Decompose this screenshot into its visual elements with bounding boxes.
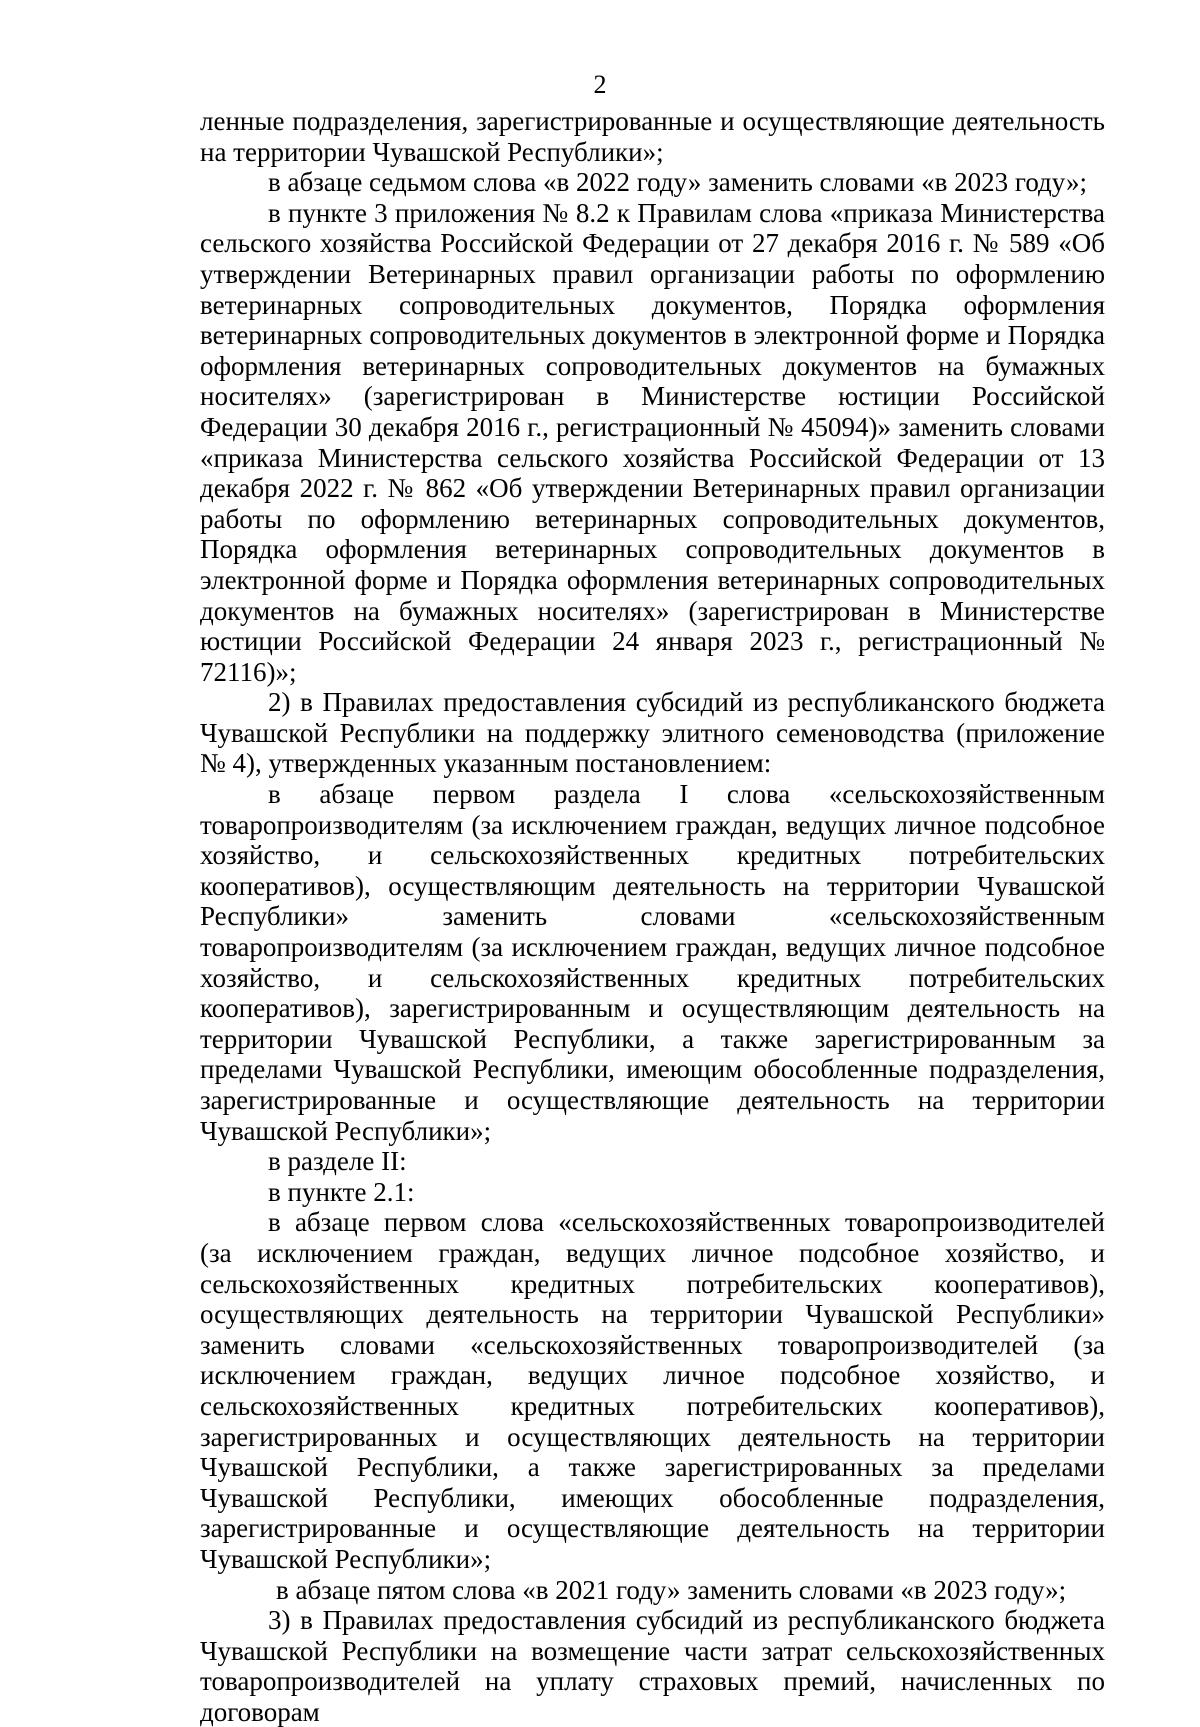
paragraph: в абзаце пятом слова «в 2021 году» заменить словами «в 2023 году»;	[276, 1574, 1067, 1605]
paragraph: в абзаце седьмом слова «в 2022 году» заменить словами «в 2023 году»;	[268, 167, 1087, 198]
paragraph: в пункте 2.1:	[268, 1176, 415, 1207]
paragraph: 3) в Правилах предоставления субсидий из республиканского бюджета Чувашской Республики на возмещение части затрат сельскохозяйственных товаропроизводителей на уплату страховых премий, начисленных по договорам	[200, 1605, 1105, 1727]
paragraph-continuation: ленные подразделения, зарегистрированные и осуществляющие деятельность на территории Чувашской Республики»;	[200, 106, 1105, 167]
page-number: 2	[593, 70, 607, 99]
document-body	[200, 106, 1105, 1727]
paragraph: в абзаце первом слова «сельскохозяйственных товаропроизводителей (за исключением граждан, ведущих личное подсобное хозяйство, и сельскохозяйственных кредитных потребительских кооперативов), осуществляющих деятельность на территории Чувашской Республики» заменить словами «сельскохозяйственных товаропроизводителей (за исключением граждан, ведущих личное подсобное хозяйство, и сельскохозяйственных кредитных потребительских кооперативов), зарегистрированных и осуществляющих деятельность на территории Чувашской Республики, а также зарегистрированных за пределами Чувашской Республики, имеющих обособленные подразделения, зарегистрированные и осуществляющие деятельность на территории Чувашской Республики»;	[200, 1207, 1105, 1574]
paragraph: 2) в Правилах предоставления субсидий из республиканского бюджета Чувашской Республики на поддержку элитного семеноводства (приложение № 4), утвержденных указанным постановлением:	[200, 687, 1105, 779]
paragraph: в абзаце первом раздела I слова «сельскохозяйственным товаропроизводителям (за исключением граждан, ведущих личное подсобное хозяйство, и сельскохозяйственных кредитных потребительских кооперативов), осуществляющим деятельность на территории Чувашской Республики» заменить словами «сельскохозяйственным товаропроизводителям (за исключением граждан, ведущих личное подсобное хозяйство, и сельскохозяйственных кредитных потребительских кооперативов), зарегистрированным и осуществляющим деятельность на территории Чувашской Республики, а также зарегистрированным за пределами Чувашской Республики, имеющим обособленные подразделения, зарегистрированные и осуществляющие деятельность на территории Чувашской Республики»;	[200, 779, 1105, 1146]
paragraph: в разделе II:	[268, 1146, 407, 1177]
paragraph: в пункте 3 приложения № 8.2 к Правилам слова «приказа Министерства сельского хозяйства Российской Федерации от 27 декабря 2016 г. № 589 «Об утверждении Ветеринарных правил организации работы по оформлению ветеринарных сопроводительных документов, Порядка оформления ветеринарных сопроводительных документов в электронной форме и Порядка оформления ветеринарных сопроводительных документов на бумажных носителях» (зарегистрирован в Министерстве юстиции Российской Федерации 30 декабря 2016 г., регистрационный № 45094)» заменить словами «приказа Министерства сельского хозяйства Российской Федерации от 13 декабря 2022 г. № 862 «Об утверждении Ветеринарных правил организации работы по оформлению ветеринарных сопроводительных документов, Порядка оформления ветеринарных сопроводительных документов в электронной форме и Порядка оформления ветеринарных сопроводительных документов на бумажных носителях» (зарегистрирован в Министерстве юстиции Российской Федерации 24 января 2023 г., регистрационный № 72116)»;	[200, 197, 1105, 687]
